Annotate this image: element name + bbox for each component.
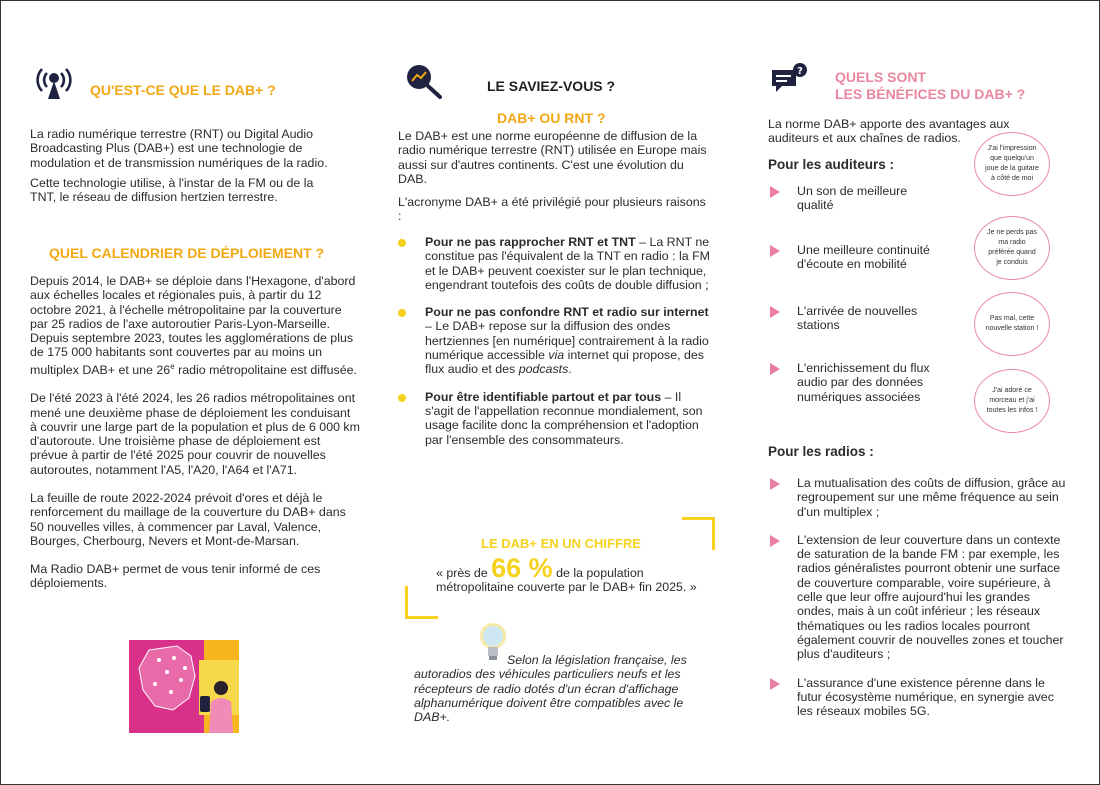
middle-text-block bbox=[398, 129, 710, 224]
legal-note-text: Selon la législation française, les autoradios des véhicules particuliers neufs et les récepteurs de radio dotés d'un écran d'affichage alphanumérique doivent être compatibles avec le DAB+. bbox=[414, 653, 687, 725]
paragraph: La feuille de route 2022-2024 prévoit d'ores et déjà le renforcement du maillage de la couverture du DAB+ dans 50 nouvelles villes, à commencer par Laval, Valence, Bourges, Cherbourg, Nevers et Mont-de-Marsan. bbox=[30, 490, 346, 548]
magnifier-chart-icon bbox=[404, 62, 444, 105]
triangle-bullet-icon bbox=[770, 678, 780, 690]
list-item-text: Une meilleure continuité d'écoute en mobilité bbox=[797, 243, 930, 272]
section-title-calendar: QUEL CALENDRIER DE DÉPLOIEMENT ? bbox=[49, 245, 325, 261]
paragraph: La radio numérique terrestre (RNT) ou Digital Audio Broadcasting Plus (DAB+) est une technologie de modulation et de transmission numériques de la radio. bbox=[30, 127, 328, 170]
radio-antenna-icon bbox=[34, 63, 74, 106]
list-item-text: L'arrivée de nouvelles stations bbox=[797, 304, 918, 333]
left-text-block bbox=[30, 127, 340, 204]
france-map-illustration bbox=[129, 640, 239, 733]
bullet-dot bbox=[398, 309, 406, 317]
superscript: e bbox=[170, 361, 175, 371]
list-item-text: – Il s'agit de l'appellation reconnue mondialement, son usage facilite donc la compréhension et l'adoption par l'ensemble des consommateurs. bbox=[425, 389, 703, 447]
list-item-bold: Pour ne pas confondre RNT et radio sur internet bbox=[425, 305, 709, 320]
speech-bubble: Pas mal, cette nouvelle station ! bbox=[974, 292, 1050, 356]
benefits-title-line: LES BÉNÉFICES DU DAB+ ? bbox=[835, 85, 1026, 102]
list-item-text: Un son de meilleure qualité bbox=[797, 184, 908, 213]
legal-note bbox=[414, 653, 712, 724]
bullet-dot bbox=[398, 239, 406, 247]
figure-box-title: LE DAB+ EN UN CHIFFRE bbox=[481, 536, 641, 551]
paragraph: De l'été 2023 à l'été 2024, les 26 radios métropolitaines ont mené une deuxième phase de déploiement les conduisant à couvrir une large part de la population et plus de 6 000 km d'autoroute. Une troisième phase de déploiement est prévue à partir de l'été 2025 pour couvrir de nouvelles autoroutes, notamment l'A5, l'A20, l'A64 et l'A71. bbox=[30, 391, 360, 477]
triangle-bullet-icon bbox=[770, 478, 780, 490]
triangle-bullet-icon bbox=[770, 363, 780, 375]
triangle-bullet-icon bbox=[770, 186, 780, 198]
list-item-bold: Pour être identifiable partout et par tous bbox=[425, 389, 662, 404]
list-item bbox=[770, 361, 935, 404]
chat-question-icon bbox=[770, 62, 814, 103]
listener-benefit bbox=[770, 304, 940, 333]
list-item-text: internet qui propose, des flux audio et des bbox=[425, 348, 704, 377]
figure-box-text bbox=[436, 553, 706, 595]
list-item-text: . bbox=[568, 362, 572, 377]
dab-or-rnt-subtitle: DAB+ OU RNT ? bbox=[497, 110, 606, 126]
list-item bbox=[770, 304, 940, 333]
triangle-bullet-icon bbox=[770, 535, 780, 547]
calendar-text-block bbox=[30, 274, 360, 591]
paragraph: L'acronyme DAB+ a été privilégié pour plusieurs raisons : bbox=[398, 195, 706, 224]
speech-bubble: Je ne perds pas ma radio préférée quand je conduis bbox=[974, 216, 1050, 280]
triangle-bullet-icon bbox=[770, 306, 780, 318]
bullet-dot bbox=[398, 394, 406, 402]
list-item bbox=[398, 305, 710, 376]
paragraph-text: Depuis 2014, le DAB+ se déploie dans l'Hexagone, d'abord aux échelles locales et régionales puis, à partir du 12 octobre 2021, à l'échelle métropolitaine par la couverture par 25 radios de l'axe autoroutier Paris-Lyon-Marseille. Depuis septembre 2023, toutes les agglomérations de plus de 175 000 habitants sont couvertes par au moins un multiplex DAB+ et une bbox=[30, 274, 356, 377]
list-item bbox=[770, 243, 945, 272]
paragraph: Cette technologie utilise, à l'instar de la FM ou de la TNT, le réseau de diffusion hertzien terrestre. bbox=[30, 175, 314, 205]
figure-box-corner bbox=[405, 586, 438, 619]
list-item bbox=[770, 533, 1070, 662]
svg-text:?: ? bbox=[797, 66, 803, 77]
list-item-text: L'enrichissement du flux audio par des données numériques associées bbox=[797, 361, 930, 404]
radios-heading: Pour les radios : bbox=[768, 444, 874, 459]
listener-benefit bbox=[770, 243, 945, 272]
list-item-text: – La RNT ne constitue pas l'équivalent de la TNT en radio : la FM et le DAB+ peuvent coexister sur le plan technique, engendrant toutefois des coûts de double diffusion ; bbox=[425, 235, 710, 292]
list-item-italic: podcasts bbox=[518, 362, 569, 377]
list-item-bold: Pour ne pas rapprocher RNT et TNT bbox=[425, 235, 636, 249]
list-item-italic: via bbox=[548, 348, 565, 363]
figure-box-corner bbox=[682, 517, 715, 550]
speech-bubble: J'ai l'impression que quelqu'un joue de la guitare à côté de moi bbox=[974, 132, 1050, 196]
paragraph: Le DAB+ est une norme européenne de diffusion de la radio numérique terrestre (RNT) utilisée en Europe mais aussi sur d'autres continents. C'est une évolution du DAB. bbox=[398, 129, 707, 186]
listener-benefit bbox=[770, 361, 935, 404]
reasons-list bbox=[398, 235, 710, 447]
paragraph-number: 26 bbox=[156, 362, 171, 377]
paragraph-text: radio métropolitaine est diffusée. bbox=[174, 362, 357, 377]
section-title-what-is: QU'EST-CE QUE LE DAB+ ? bbox=[90, 82, 276, 98]
triangle-bullet-icon bbox=[770, 245, 780, 257]
list-item-text: L'assurance d'une existence pérenne dans le futur écosystème numérique, en synergie avec les réseaux mobiles 5G. bbox=[797, 675, 1054, 719]
list-item bbox=[398, 390, 710, 447]
listener-benefit bbox=[770, 184, 940, 213]
list-item bbox=[770, 184, 940, 213]
paragraph: Ma Radio DAB+ permet de vous tenir informé de ces déploiements. bbox=[30, 562, 321, 591]
benefits-title-line: QUELS SONT bbox=[835, 69, 927, 85]
list-item-text: – Le DAB+ repose sur la diffusion des ondes hertziennes [en numérique] contrairement à la radio numérique accessible bbox=[425, 319, 709, 363]
list-item-text: L'extension de leur couverture dans un contexte de saturation de la bande FM : par exemple, les radios généralistes pourront obtenir une surface de couverture comparable, voire supérieure, à celle que leur offre aujourd'hui les grandes ondes, mais à un coût inférieur ; les réseaux thématiques ou les radios locales pourront également couvrir de nouvelles zones et toucher plus d'auditeurs ; bbox=[797, 532, 1064, 662]
paragraph bbox=[30, 274, 360, 377]
did-you-know-title: LE SAVIEZ-VOUS ? bbox=[487, 78, 616, 94]
figure-text: de la population métropolitaine couverte par le DAB+ fin 2025. » bbox=[436, 566, 697, 595]
benefits-title bbox=[835, 69, 1025, 102]
figure-text: « près de bbox=[436, 566, 492, 580]
list-item bbox=[770, 476, 1070, 519]
list-item bbox=[398, 235, 710, 292]
radio-benefits-list bbox=[770, 476, 1070, 718]
list-item-text: La mutualisation des coûts de diffusion, grâce au regroupement sur une même fréquence au sein d'un multiplex ; bbox=[797, 476, 1066, 519]
listeners-heading: Pour les auditeurs : bbox=[768, 157, 895, 172]
figure-value: 66 % bbox=[491, 553, 553, 583]
list-item bbox=[770, 676, 1070, 719]
benefits-intro: La norme DAB+ apporte des avantages aux auditeurs et aux chaînes de radios. bbox=[768, 117, 1010, 146]
speech-bubble: J'ai adoré ce morceau et j'ai toutes les infos ! bbox=[974, 369, 1050, 433]
